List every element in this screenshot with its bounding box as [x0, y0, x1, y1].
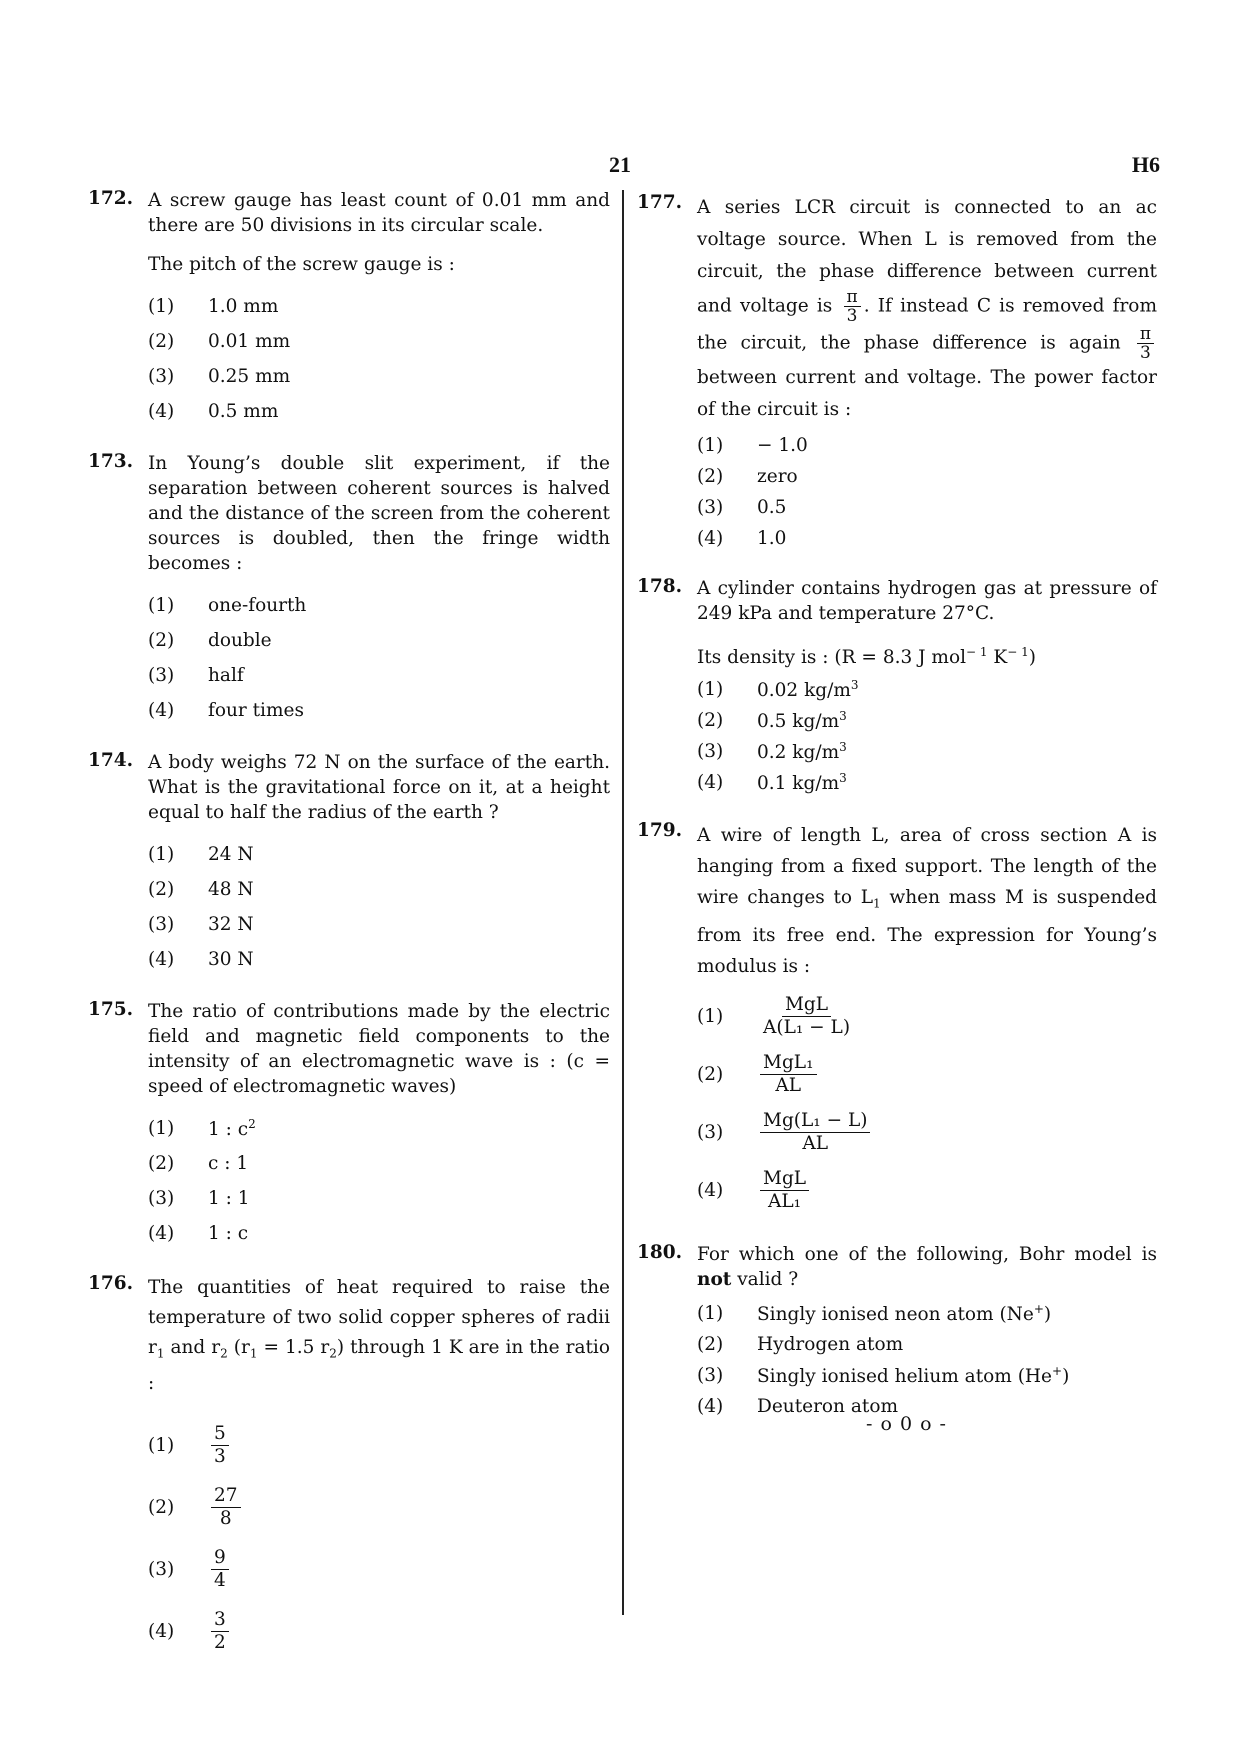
question-179 [637, 820, 1157, 1220]
fraction: $\frac{\text{Mg(L₁ − L)}}{AL}$ [760, 1110, 870, 1155]
fraction-pi-over-3: $\frac{\pi}{3}$ [844, 288, 861, 325]
option-2[interactable]: (2) 0.01 mm [148, 331, 291, 352]
option-2[interactable]: (2) 48 N [148, 879, 254, 900]
option-4[interactable]: (4) four times [148, 700, 304, 721]
question-stem: The ratio of contributions made by the electric field and magnetic field components to the intensity of an electromagnetic wave is : (c = speed of electromagnetic waves) [148, 1001, 610, 1097]
right-column [637, 192, 1157, 1444]
question-stem: A screw gauge has least count of 0.01 mm and there are 50 divisions in its circular scale. The pitch of the screw gauge is : [148, 190, 610, 275]
option-2[interactable]: (2) Hydrogen atom [697, 1333, 904, 1355]
option-1[interactable]: (1) 24 N [148, 844, 254, 865]
question-number: 175. [88, 999, 134, 1020]
option-1[interactable]: (1) 1 : $c^2$ [148, 1116, 256, 1141]
option-2[interactable]: (2) 0.5 $kg/m^3$ [697, 709, 847, 733]
question-number: 180. [637, 1241, 683, 1263]
options [148, 588, 610, 728]
fraction: $\frac{27}{8}$ [211, 1485, 241, 1530]
option-3[interactable]: (3) 0.5 [697, 497, 787, 518]
option-1[interactable]: (1) 1.0 mm [148, 296, 279, 317]
fraction: $\frac{\text{MgL₁}}{AL}$ [760, 1052, 817, 1097]
question-180 [637, 1242, 1157, 1422]
options [697, 674, 1157, 798]
option-1[interactable]: (1) 0.02 $kg/m^3$ [697, 678, 859, 702]
left-column [88, 188, 610, 1685]
end-of-paper-mark: - o 0 o - [866, 1413, 947, 1435]
option-4[interactable]: (4) 30 N [148, 949, 254, 970]
option-1[interactable]: (1) Singly ionised neon atom (Ne+) [697, 1301, 1052, 1325]
question-177 [637, 192, 1157, 554]
fraction-pi-over-3: $\frac{\pi}{3}$ [1137, 325, 1154, 362]
question-number: 179. [637, 820, 683, 842]
page-number: 21 [609, 152, 631, 177]
option-2[interactable]: (2) zero [697, 466, 798, 487]
fraction: $\frac{3}{2}$ [211, 1609, 229, 1654]
fraction: $\frac{\text{MgL}}{\text{AL₁}}$ [760, 1168, 809, 1213]
option-2[interactable]: (2) c : 1 [148, 1153, 249, 1174]
question-178 [637, 576, 1157, 798]
fraction: $\frac{9}{4}$ [211, 1547, 229, 1592]
question-173 [88, 451, 610, 728]
options [148, 289, 610, 429]
question-176 [88, 1273, 610, 1663]
question-stem: In Young’s double slit experiment, if the separation between coherent sources is halved and the distance of the screen from the coherent sources is doubled, then the fringe width becomes : [148, 453, 610, 574]
question-number: 173. [88, 451, 134, 472]
fraction: $\frac{\text{MgL}}{\text{A(L₁ − L)}}$ [763, 994, 851, 1039]
question-number: 174. [88, 750, 134, 771]
option-4[interactable]: (4) 1 : c [148, 1223, 249, 1244]
option-1[interactable]: (1) one-fourth [148, 595, 307, 616]
booklet-code: H6 [1131, 152, 1160, 177]
option-2[interactable]: (2) $\frac{\text{MgL₁}}{AL}$ [697, 1046, 1157, 1104]
question-number: 172. [88, 188, 134, 209]
question-number: 176. [88, 1273, 134, 1294]
options [697, 430, 1157, 554]
options [148, 1415, 610, 1663]
option-4[interactable]: (4) $\frac{\text{MgL}}{\text{AL₁}}$ [697, 1162, 1157, 1220]
option-1[interactable]: (1) − 1.0 [697, 435, 808, 456]
option-3[interactable]: (3) $\frac{9}{4}$ [148, 1539, 610, 1601]
question-number: 177. [637, 192, 683, 213]
option-4[interactable]: (4) 0.1 $kg/m^3$ [697, 771, 847, 795]
option-3[interactable]: (3) 32 N [148, 914, 254, 935]
option-3[interactable]: (3) 1 : 1 [148, 1188, 250, 1209]
question-stem: A series LCR circuit is connected to an ac voltage source. When L is removed from the circuit, the phase difference between current and voltage is $\frac{\pi}{3}$ . If instead C is removed from the circuit, the phase difference is again $\frac{\pi}{3}$ between current and voltage. The power factor of the circuit is : [697, 197, 1157, 420]
question-number: 178. [637, 576, 683, 597]
question-stem: The quantities of heat required to raise the temperature of two solid copper spheres of radii $r_1$ and $r_2$ ($r_1 = 1.5$ $r_2$) through 1 K are in the ratio : [148, 1277, 610, 1394]
option-2[interactable]: (2) $\frac{27}{8}$ [148, 1477, 610, 1539]
question-stem: A body weighs 72 N on the surface of the earth. What is the gravitational force on it, at a height equal to half the radius of the earth ? [148, 752, 610, 823]
options [148, 837, 610, 977]
option-2[interactable]: (2) double [148, 630, 272, 651]
options [148, 1111, 610, 1251]
option-4[interactable]: (4) 0.5 mm [148, 401, 279, 422]
column-divider [622, 190, 624, 1615]
option-4[interactable]: (4) $\frac{3}{2}$ [148, 1601, 610, 1663]
fraction: $\frac{5}{3}$ [211, 1423, 229, 1468]
option-1[interactable]: (1) $\frac{5}{3}$ [148, 1415, 610, 1477]
question-stem: For which one of the following, Bohr model is not valid ? [697, 1243, 1157, 1290]
question-stem: A wire of length L, area of cross section A is hanging from a fixed support. The length of the wire changes to $L_1$ when mass M is suspended from its free end. The expression for Young’s modulus is : [697, 825, 1157, 977]
option-3[interactable]: (3) 0.25 mm [148, 366, 291, 387]
option-3[interactable]: (3) Singly ionised helium atom (He+) [697, 1363, 1070, 1387]
option-4[interactable]: (4) Deuteron atom [697, 1395, 898, 1417]
options [697, 1298, 1157, 1422]
option-4[interactable]: (4) 1.0 [697, 528, 787, 549]
options [697, 988, 1157, 1220]
question-174 [88, 750, 610, 977]
question-172 [88, 188, 610, 429]
question-stem: A cylinder contains hydrogen gas at pressure of 249 kPa and temperature 27°C. Its density is : (R = 8.3 J mol$^{- 1}$ $K^{- 1}$) [697, 578, 1157, 669]
option-3[interactable]: (3) $\frac{\text{Mg(L₁ − L)}}{AL}$ [697, 1104, 1157, 1162]
option-3[interactable]: (3) half [148, 665, 244, 686]
question-175 [88, 999, 610, 1251]
option-3[interactable]: (3) 0.2 $kg/m^3$ [697, 740, 847, 764]
option-1[interactable]: (1) $\frac{\text{MgL}}{\text{A(L₁ − L)}}$ [697, 988, 1157, 1046]
